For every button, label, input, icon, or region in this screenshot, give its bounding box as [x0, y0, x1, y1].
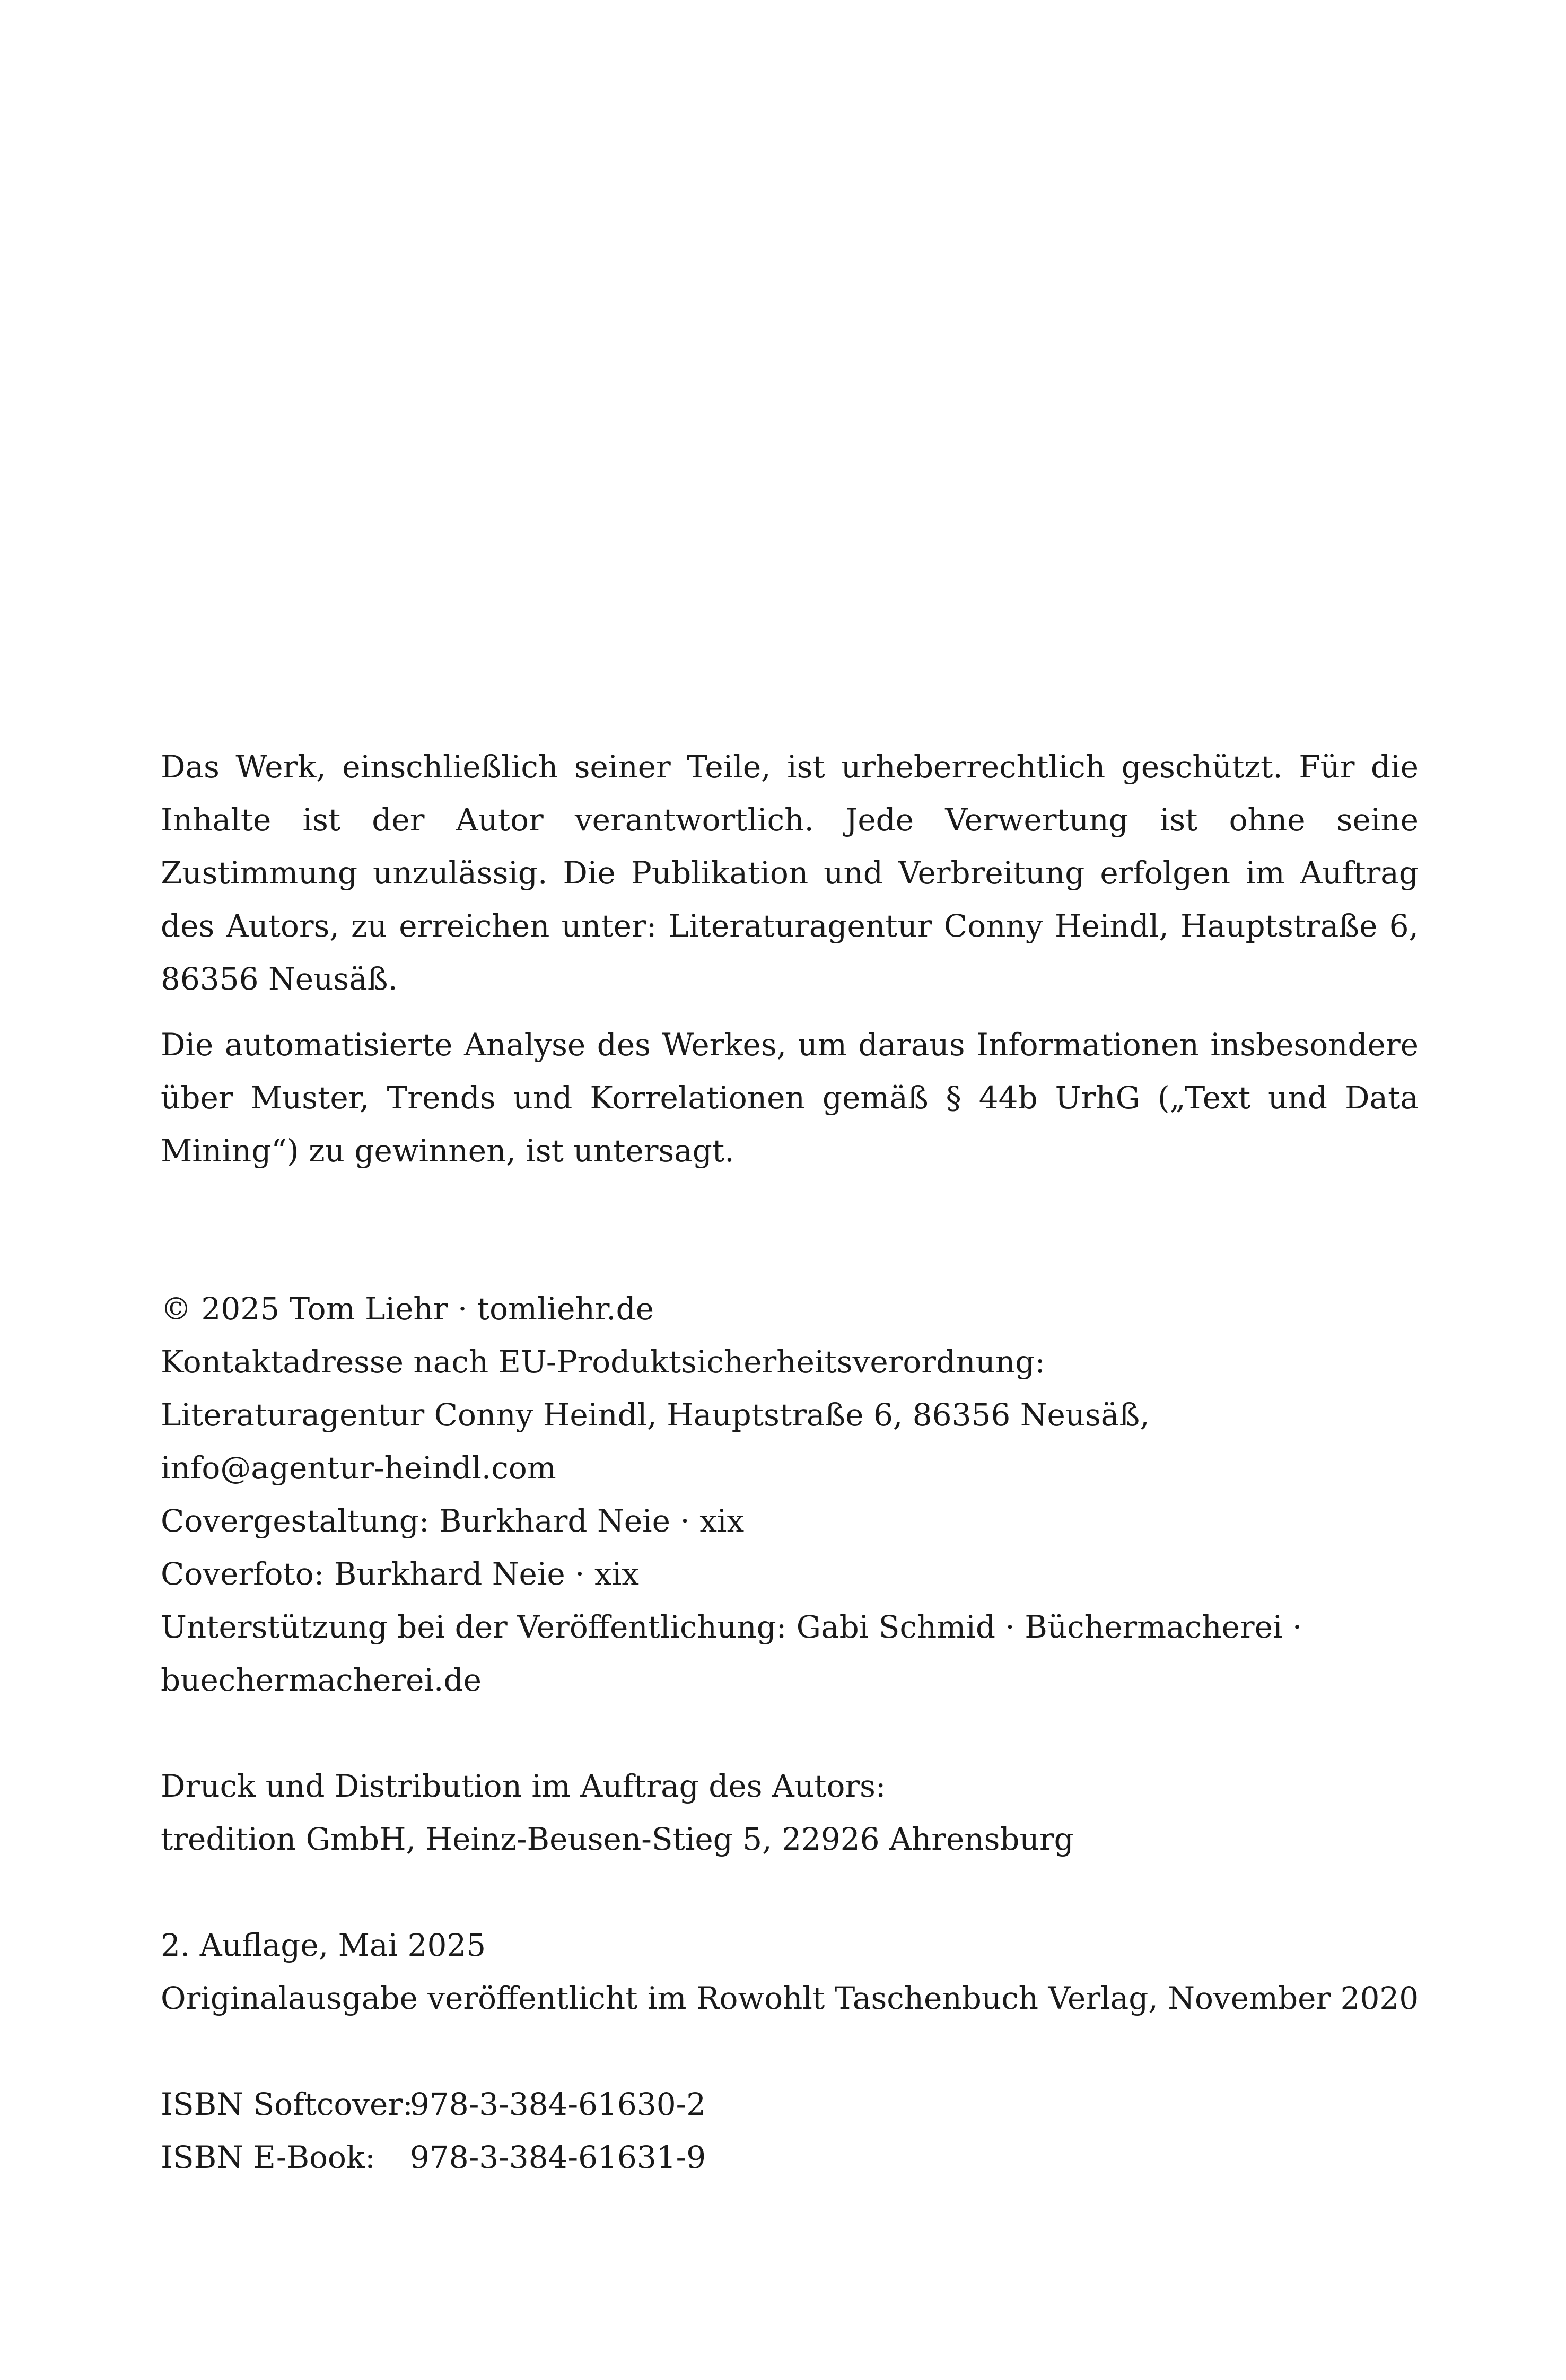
contact-heading: Kontaktadresse nach EU-Produktsicherheitsverordnung: [161, 1344, 1045, 1380]
print-distribution-block [161, 1760, 1419, 1866]
imprint-content [161, 740, 1419, 2184]
cover-photo-credit: Coverfoto: Burkhard Neie · xix [161, 1556, 640, 1592]
contact-email: info@agentur-heindl.com [161, 1450, 556, 1486]
credits-block [161, 1282, 1419, 1707]
edition-block [161, 1919, 1419, 2025]
copyright-line: © 2025 Tom Liehr · tomliehr.de [161, 1291, 654, 1327]
publishing-support-website: buechermacherei.de [161, 1662, 482, 1698]
original-edition-line: Originalausgabe veröffentlicht im Rowohlt Taschenbuch Verlag, November 2020 [161, 1980, 1419, 2016]
cover-design-credit: Covergestaltung: Burkhard Neie · xix [161, 1503, 745, 1539]
isbn-ebook-row [161, 2131, 1419, 2184]
isbn-block [161, 2078, 1419, 2184]
isbn-softcover-row [161, 2078, 1419, 2131]
print-distribution-heading: Druck und Distribution im Auftrag des Autors: [161, 1768, 886, 1804]
publishing-support-credit: Unterstützung bei der Veröffentlichung: Gabi Schmid · Büchermacherei · [161, 1609, 1302, 1645]
isbn-ebook-value: 978-3-384-61631-9 [410, 2139, 706, 2175]
text-data-mining-notice-paragraph: Die automatisierte Analyse des Werkes, um daraus Informationen insbesondere über Muster, Trends und Korrelationen gemäß § 44b UrhG („Text und Data Mining“) zu gewinnen, ist untersagt. [161, 1027, 1419, 1169]
print-distribution-address: tredition GmbH, Heinz-Beusen-Stieg 5, 22926 Ahrensburg [161, 1821, 1074, 1857]
edition-line: 2. Auflage, Mai 2025 [161, 1927, 486, 1963]
contact-address: Literaturagentur Conny Heindl, Hauptstraße 6, 86356 Neusäß, [161, 1397, 1150, 1433]
isbn-ebook-label: ISBN E-Book: [161, 2139, 375, 2175]
copyright-notice-paragraph: Das Werk, einschließlich seiner Teile, ist urheberrechtlich geschützt. Für die Inhalte ist der Autor verantwortlich. Jede Verwertung ist ohne seine Zustimmung unzulässig. Die Publikation und Verbreitung erfolgen im Auftrag des Autors, zu erreichen unter: Literaturagentur Conny Heindl, Hauptstraße 6, 86356 Neusäß. [161, 749, 1419, 997]
isbn-softcover-value: 978-3-384-61630-2 [410, 2086, 706, 2122]
isbn-softcover-label: ISBN Softcover: [161, 2086, 413, 2122]
